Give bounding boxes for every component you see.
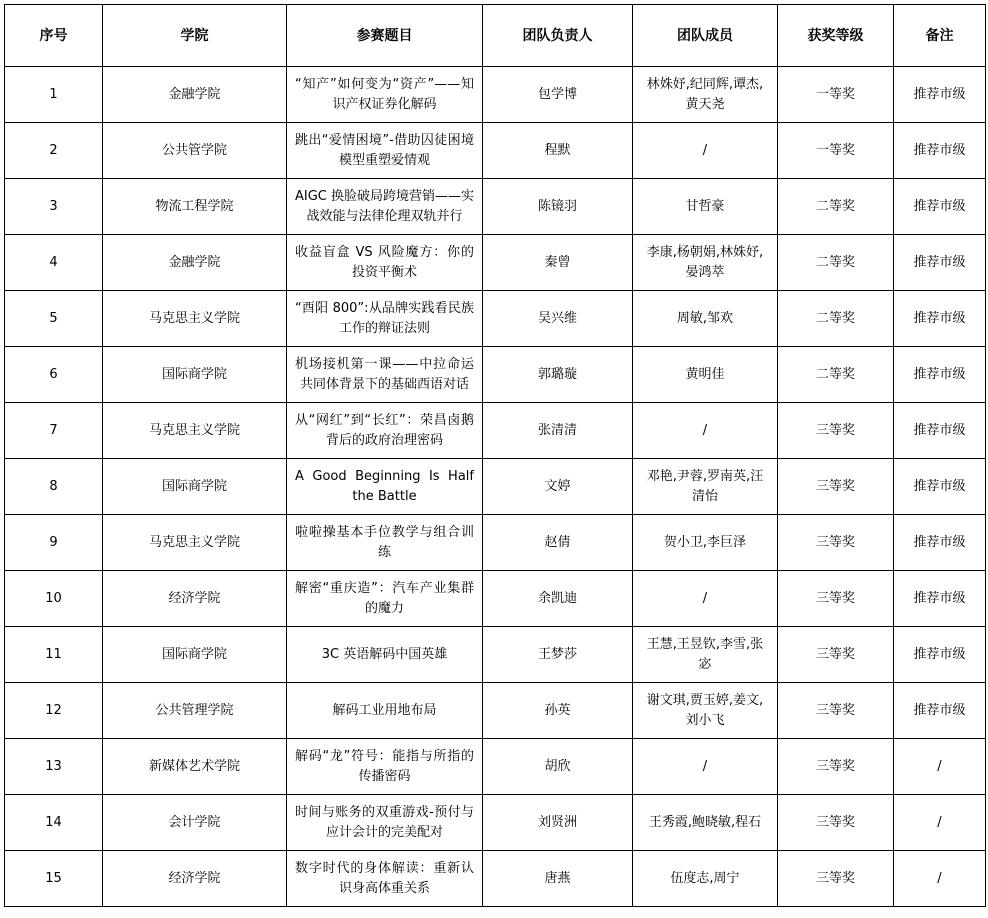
- cell-note: /: [894, 795, 986, 851]
- cell-members: /: [633, 739, 778, 795]
- cell-no: 4: [5, 235, 103, 291]
- cell-leader: 文婷: [483, 459, 633, 515]
- cell-college: 经济学院: [103, 571, 287, 627]
- cell-leader: 包学博: [483, 67, 633, 123]
- cell-award: 三等奖: [778, 795, 894, 851]
- cell-note: 推荐市级: [894, 347, 986, 403]
- cell-leader: 王梦莎: [483, 627, 633, 683]
- table-row: [5, 571, 986, 627]
- cell-college: 国际商学院: [103, 627, 287, 683]
- cell-leader: 孙英: [483, 683, 633, 739]
- cell-leader: 唐燕: [483, 851, 633, 907]
- title-text: 啦啦操基本手位教学与组合训练: [295, 524, 474, 560]
- cell-note: 推荐市级: [894, 683, 986, 739]
- table-row: [5, 179, 986, 235]
- cell-title: [287, 683, 483, 739]
- cell-college: 马克思主义学院: [103, 515, 287, 571]
- cell-no: 9: [5, 515, 103, 571]
- cell-no: 11: [5, 627, 103, 683]
- cell-award: 三等奖: [778, 627, 894, 683]
- cell-note: 推荐市级: [894, 67, 986, 123]
- header-award: 获奖等级: [778, 5, 894, 67]
- header-title: 参赛题目: [287, 5, 483, 67]
- cell-note: 推荐市级: [894, 403, 986, 459]
- cell-college: 国际商学院: [103, 347, 287, 403]
- header-row: [5, 5, 986, 67]
- cell-note: /: [894, 851, 986, 907]
- cell-members: /: [633, 123, 778, 179]
- cell-members: 王秀霞,鲍晓敏,程石: [633, 795, 778, 851]
- cell-college: 金融学院: [103, 235, 287, 291]
- title-text: “酉阳 800”:从品牌实践看民族工作的辩证法则: [295, 300, 474, 336]
- cell-leader: 秦曾: [483, 235, 633, 291]
- cell-members: 甘哲豪: [633, 179, 778, 235]
- cell-note: 推荐市级: [894, 627, 986, 683]
- cell-members: /: [633, 403, 778, 459]
- table-row: [5, 403, 986, 459]
- cell-college: 马克思主义学院: [103, 291, 287, 347]
- cell-note: 推荐市级: [894, 123, 986, 179]
- cell-title: [287, 291, 483, 347]
- cell-college: 马克思主义学院: [103, 403, 287, 459]
- header-members: 团队成员: [633, 5, 778, 67]
- header-note: 备注: [894, 5, 986, 67]
- table-row: [5, 459, 986, 515]
- cell-title: [287, 179, 483, 235]
- title-text: 时间与账务的双重游戏-预付与应计会计的完美配对: [295, 804, 474, 840]
- cell-note: 推荐市级: [894, 291, 986, 347]
- title-text: 数字时代的身体解读：重新认识身高体重关系: [295, 860, 474, 896]
- cell-note: /: [894, 739, 986, 795]
- title-text: 从“网红”到“长红”：荣昌卤鹅背后的政府治理密码: [295, 412, 474, 448]
- cell-college: 公共管理学院: [103, 683, 287, 739]
- cell-award: 三等奖: [778, 851, 894, 907]
- table-row: [5, 795, 986, 851]
- cell-award: 三等奖: [778, 739, 894, 795]
- header-leader: 团队负责人: [483, 5, 633, 67]
- title-text: AIGC 换脸破局跨境营销——实战效能与法律伦理双轨并行: [295, 188, 475, 224]
- cell-no: 13: [5, 739, 103, 795]
- cell-members: 伍度志,周宁: [633, 851, 778, 907]
- cell-college: 公共管学院: [103, 123, 287, 179]
- cell-no: 10: [5, 571, 103, 627]
- cell-members: 邓艳,尹蓉,罗南英,汪清怡: [633, 459, 778, 515]
- cell-no: 15: [5, 851, 103, 907]
- cell-no: 1: [5, 67, 103, 123]
- cell-note: 推荐市级: [894, 235, 986, 291]
- table-row: [5, 739, 986, 795]
- cell-award: 三等奖: [778, 571, 894, 627]
- table-row: [5, 291, 986, 347]
- cell-title: [287, 347, 483, 403]
- cell-award: 一等奖: [778, 123, 894, 179]
- cell-note: 推荐市级: [894, 459, 986, 515]
- title-text: 解密“重庆造”：汽车产业集群的魔力: [295, 580, 474, 616]
- cell-leader: 赵倩: [483, 515, 633, 571]
- cell-no: 8: [5, 459, 103, 515]
- table-body: [5, 67, 986, 907]
- title-text: 解码“龙”符号：能指与所指的传播密码: [295, 748, 474, 784]
- cell-no: 14: [5, 795, 103, 851]
- cell-members: 贺小卫,李巨泽: [633, 515, 778, 571]
- cell-award: 三等奖: [778, 683, 894, 739]
- table-row: [5, 515, 986, 571]
- cell-award: 三等奖: [778, 515, 894, 571]
- cell-members: 谢文琪,贾玉婷,姜文,刘小飞: [633, 683, 778, 739]
- cell-award: 一等奖: [778, 67, 894, 123]
- cell-title: [287, 627, 483, 683]
- cell-award: 二等奖: [778, 291, 894, 347]
- cell-members: 李康,杨朝娟,林姝妤,晏鸿萃: [633, 235, 778, 291]
- cell-leader: 吴兴维: [483, 291, 633, 347]
- title-text: 3C 英语解码中国英雄: [321, 646, 448, 662]
- cell-leader: 陈镜羽: [483, 179, 633, 235]
- table-row: [5, 627, 986, 683]
- cell-no: 12: [5, 683, 103, 739]
- cell-title: [287, 795, 483, 851]
- header-no: 序号: [5, 5, 103, 67]
- cell-college: 新媒体艺术学院: [103, 739, 287, 795]
- title-text: 跳出“爱情困境”-借助囚徒困境模型重塑爱情观: [295, 132, 474, 168]
- cell-title: [287, 739, 483, 795]
- cell-members: /: [633, 571, 778, 627]
- title-text: A Good Beginning Is Half the Battle: [295, 468, 474, 504]
- cell-members: 林姝妤,纪同辉,谭杰,黄天尧: [633, 67, 778, 123]
- cell-no: 3: [5, 179, 103, 235]
- cell-award: 二等奖: [778, 179, 894, 235]
- title-text: “知产”如何变为“资产”——知识产权证券化解码: [295, 76, 474, 112]
- cell-college: 会计学院: [103, 795, 287, 851]
- cell-title: [287, 235, 483, 291]
- cell-title: [287, 851, 483, 907]
- cell-college: 国际商学院: [103, 459, 287, 515]
- cell-no: 6: [5, 347, 103, 403]
- title-text: 收益盲盒 VS 风险魔方：你的投资平衡术: [295, 244, 474, 280]
- cell-members: 黄明佳: [633, 347, 778, 403]
- cell-no: 5: [5, 291, 103, 347]
- cell-title: [287, 403, 483, 459]
- cell-note: 推荐市级: [894, 179, 986, 235]
- title-text: 解码工业用地布局: [332, 702, 437, 718]
- cell-college: 经济学院: [103, 851, 287, 907]
- header-college: 学院: [103, 5, 287, 67]
- cell-leader: 胡欣: [483, 739, 633, 795]
- cell-leader: 郭璐璇: [483, 347, 633, 403]
- cell-college: 物流工程学院: [103, 179, 287, 235]
- cell-note: 推荐市级: [894, 515, 986, 571]
- table-row: [5, 67, 986, 123]
- cell-leader: 张清清: [483, 403, 633, 459]
- cell-leader: 程默: [483, 123, 633, 179]
- table-row: [5, 851, 986, 907]
- cell-members: 王慧,王昱钦,李雪,张宓: [633, 627, 778, 683]
- cell-no: 7: [5, 403, 103, 459]
- cell-title: [287, 67, 483, 123]
- cell-award: 三等奖: [778, 459, 894, 515]
- table-row: [5, 347, 986, 403]
- cell-title: [287, 123, 483, 179]
- table-row: [5, 683, 986, 739]
- title-text: 机场接机第一课——中拉命运共同体背景下的基础西语对话: [295, 356, 474, 392]
- cell-no: 2: [5, 123, 103, 179]
- cell-title: [287, 459, 483, 515]
- cell-college: 金融学院: [103, 67, 287, 123]
- cell-note: 推荐市级: [894, 571, 986, 627]
- awards-table: [4, 4, 986, 907]
- cell-award: 三等奖: [778, 403, 894, 459]
- cell-members: 周敏,邹欢: [633, 291, 778, 347]
- cell-title: [287, 571, 483, 627]
- cell-award: 二等奖: [778, 235, 894, 291]
- cell-title: [287, 515, 483, 571]
- table-row: [5, 235, 986, 291]
- cell-award: 二等奖: [778, 347, 894, 403]
- cell-leader: 余凯迪: [483, 571, 633, 627]
- cell-leader: 刘贤洲: [483, 795, 633, 851]
- table-row: [5, 123, 986, 179]
